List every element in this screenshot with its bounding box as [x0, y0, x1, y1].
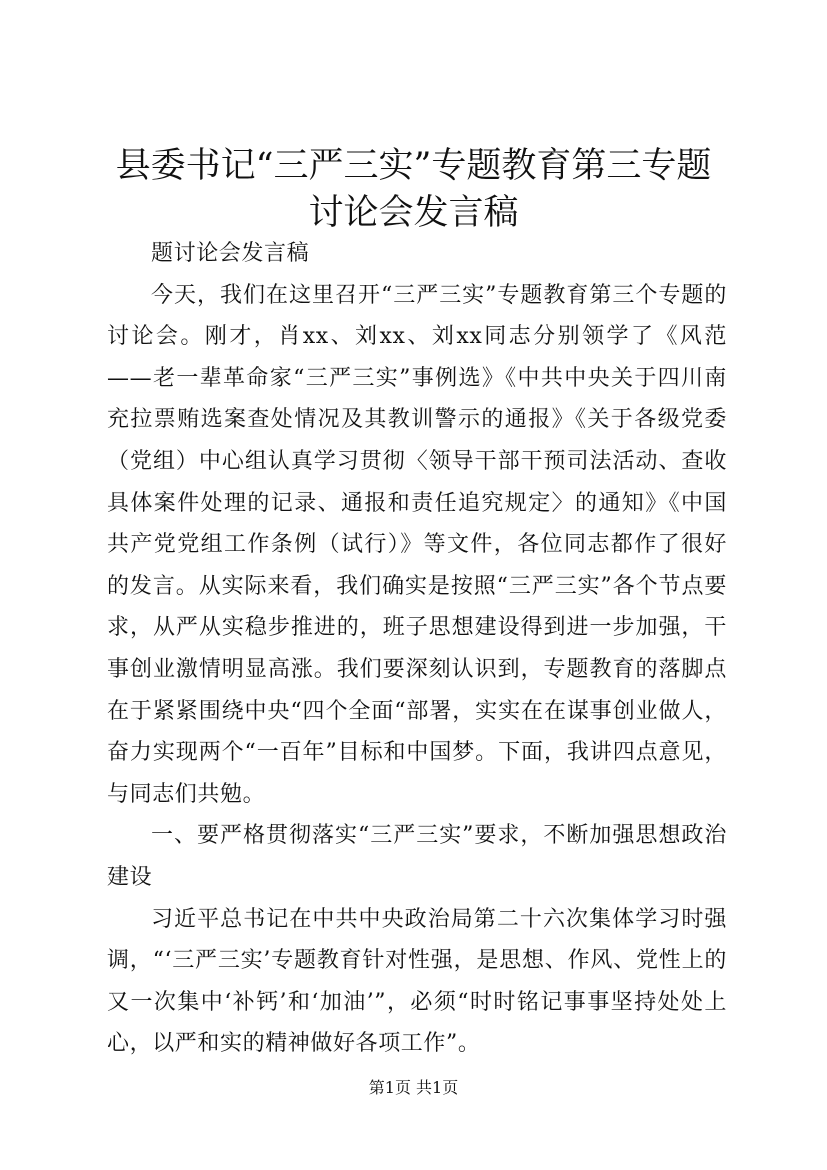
paragraph-subtitle: 题讨论会发言稿 [151, 241, 310, 266]
document-title: 县委书记“三严三实”专题教育第三专题讨论会发言稿 [115, 146, 712, 233]
paragraph-intro: 今天，我们在这里召开“三严三实”专题教育第三个专题的讨论会。刚才，肖xx、刘xx、刘xx同志分别领学了《风范——老一辈革命家“三严三实”事例选》《中共中央关于四川南充拉票贿选案查处情况及其教训警示的通报》《关于各级党委（党组）中心组认真学习贯彻〈领导干部干预司法活动、查收具体案件处理的记录、通报和责任追究规定〉的通知》《中国共产党党组工作条例（试行）》等文件，各位同志都作了很好的发言。从实际来看，我们确实是按照“三严三实”各个节点要求，从严从实稳步推进的，班子思想建设得到进一步加强，干事创业激情明显高涨。我们要深刻认识到，专题教育的落脚点在于紧紧围绕中央“四个全面“部署，实实在在谋事创业做人，奋力实现两个“一百年”目标和中国梦。下面，我讲四点意见，与同志们共勉。 [107, 282, 727, 807]
paragraph-heading-one: 一、要严格贯彻落实“三严三实”要求，不断加强思想政治建设 [107, 823, 727, 890]
page-number-footer: 第1页 共1页 [368, 1078, 459, 1097]
paragraph-quote: 习近平总书记在中共中央政治局第二十六次集体学习时强调，“‘三严三实’专题教育针对性强，是思想、作风、党性上的又一次集中‘补钙’和‘加油’”，必须“时时铭记事事坚持处处上心，以严和实的精神做好各项工作”。 [107, 906, 727, 1057]
document-body [107, 233, 727, 1065]
